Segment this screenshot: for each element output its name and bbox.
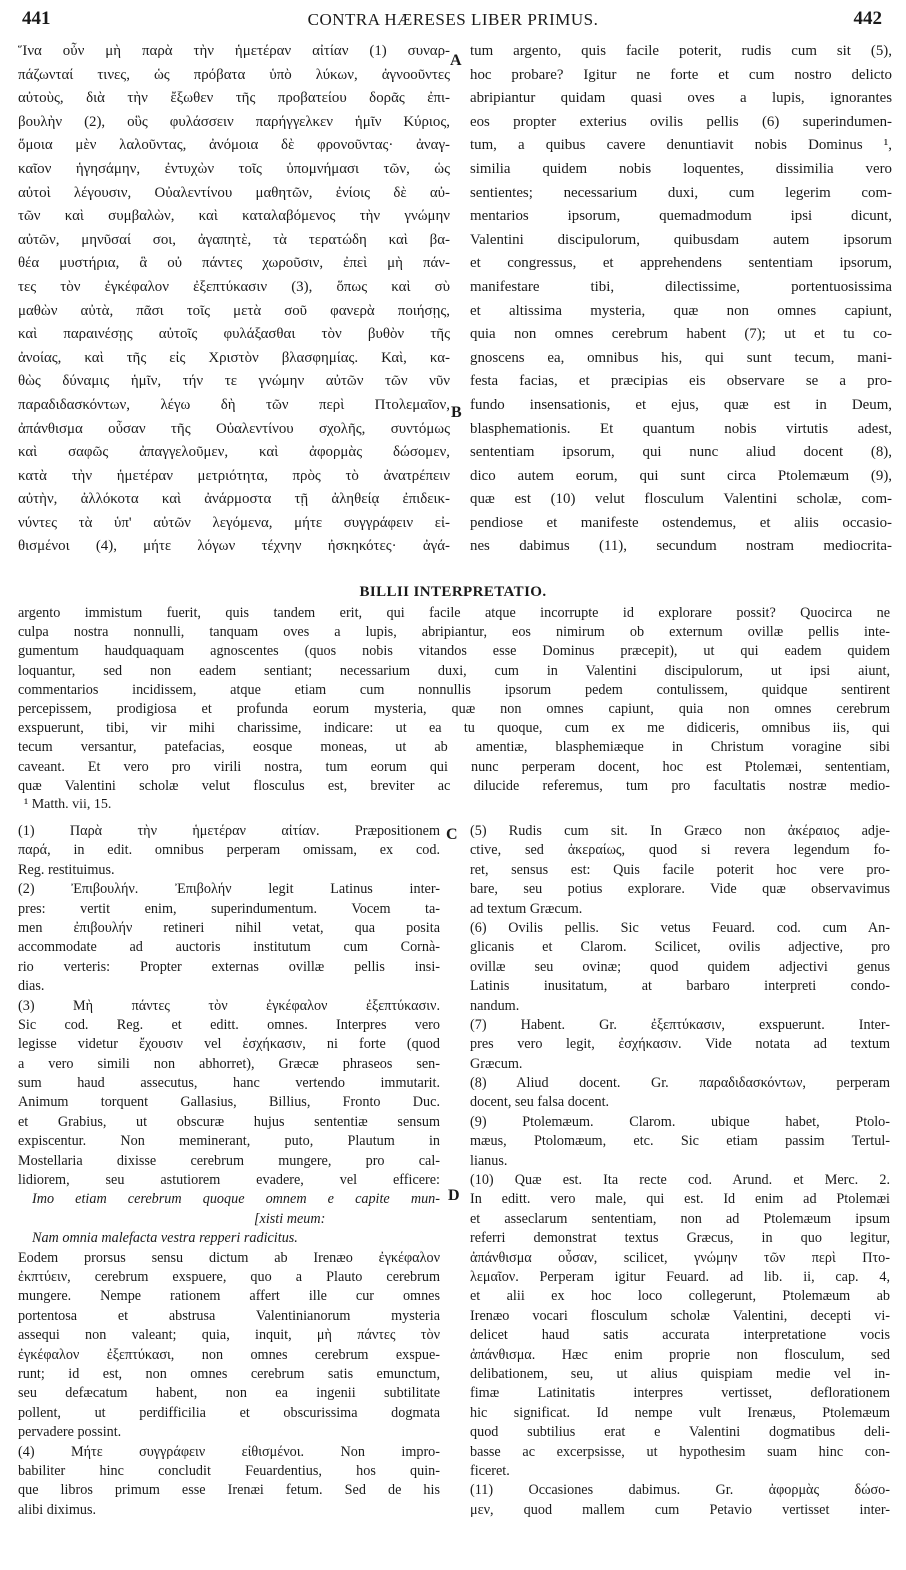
note-line: Reg. restituimus.	[18, 861, 115, 878]
note-line: In editt. vero male, qui est. Id enim ad Ptolemæi	[470, 1191, 890, 1208]
note-line: (4) Μήτε συγγράφειν εἰθισμένοι. Non impro-	[18, 1443, 440, 1460]
latin-text-line: abripiantur quidam quasi oves a lupis, ignorantes	[470, 90, 892, 107]
greek-text-line: αὐτὴν, ἀλλόκοτα καὶ ἀνάρμοστα τῇ ἀληθείᾳ ἐπιδεικ-	[18, 491, 450, 508]
interpretation-line: argento immistum fuerit, quis tandem erit, qui facile atque incorrupte id explorare possit? Quocirca ne	[18, 605, 890, 621]
note-line: dias.	[18, 978, 45, 995]
note-line: [xisti meum:	[254, 1210, 326, 1227]
interpretation-line: quæ Valentini scholæ velut flosculus est, breviter ac dilucide referemus, tum pro facultatis nostræ medio-	[18, 777, 890, 794]
interpretation-line: tecum versantur, patefacias, eosque moneas, ut ab amentiæ, blasphemiæque in Christum voragine sibi	[18, 739, 890, 756]
greek-text-line: ὅμοια μὲν λαλοῦντας, ἀνόμοια δὲ φρονοῦντας· ἀναγ-	[18, 137, 450, 154]
interpretation-line: gumentum haudquaquam agnoscentes (quos nobis vitandos esse Dominus præcepit), ut qui eadem quidem	[18, 643, 890, 660]
note-line: sum haud assecutus, hanc vertendo immutarit.	[18, 1075, 440, 1092]
greek-text-line: βουλὴν (2), οὓς φυλάσσειν παρήγγελκεν ἡμῖν Κύριος,	[18, 113, 450, 130]
latin-text-line: et congressus, et apprehendens sententiam ipsorum,	[470, 255, 892, 272]
greek-text-line: αὐτοὶ λέγουσιν, Οὐαλεντίνου μαθητῶν, ἐνίοις δὲ αὐ-	[18, 184, 450, 201]
note-line: Sic cod. Reg. et editt. omnes. Interpres vero	[18, 1016, 440, 1033]
note-line: ἀπάνθισμα. Hæc enim proprie non flosculum, sed	[470, 1346, 890, 1363]
note-line: rio verteris: Propter externas ovillæ pellis insi-	[18, 958, 440, 975]
greek-text-line: τῶν καὶ συμβαλὼν, καὶ καταλαβόμενος τὴν γνώμην	[18, 208, 450, 225]
note-line: que libros primum esse Irenæi fetum. Sed de his	[18, 1482, 440, 1499]
note-line: runt; id est, non omnes cerebrum satis emunctum,	[18, 1365, 440, 1382]
latin-text-line: hoc probare? Igitur ne forte et cum nostro delicto	[470, 66, 892, 83]
note-line: babiliter hinc concludit Feuardentius, hos quin-	[18, 1462, 440, 1479]
notes-column-right	[470, 822, 890, 1520]
note-line: (7) Habent. Gr. ἐξεπτύκασιν, exspuerunt. Inter-	[470, 1016, 890, 1033]
note-line: men ἐπιβουλήν retineri nihil vetat, qua posita	[18, 919, 440, 936]
note-line: alibi diximus.	[18, 1501, 97, 1518]
latin-text-line: quia non omnes cerebrum habent (7); ut et tu co-	[470, 326, 892, 343]
note-line: legisse videtur ἔχουσιν vel ἐσχήκασιν, ni forte (quod	[18, 1036, 440, 1053]
note-line: (3) Μὴ πάντες τὸν ἐγκέφαλον ἐξεπτύκασιν.	[18, 997, 440, 1014]
note-line: lianus.	[470, 1152, 508, 1169]
latin-text-line: Valentini discipulorum, quibusdam autem ipsorum	[470, 231, 892, 248]
greek-text-line: θὼς δύναμις ἡμῖν, τήν τε γνώμην αὐτῶν τῶν νῦν	[18, 373, 450, 390]
note-line: seu defæcatum habent, non ea ingenii subtilitate	[18, 1385, 440, 1402]
latin-text-line: blasphemationis. Et quantum nobis virtutis adest,	[470, 420, 892, 437]
latin-text-line: tum argento, quis facile poterit, rudis cum sit (5),	[470, 43, 892, 59]
scripture-footnote: ¹ Matth. vii, 15.	[24, 797, 112, 812]
latin-text-line: eos propter exterius ovilis pellis (6) superindumen-	[470, 113, 892, 130]
interpretation-line: commentarios incidissem, atque etiam cum nonnullis ipsorum pedem contulissem, quidque sentirent	[18, 681, 890, 698]
greek-text-line: θέα μυστήρια, ἃ οὐ πάντες χωροῦσιν, ἐπεὶ μὴ πάν-	[18, 255, 450, 272]
greek-text-line: παραδιδασκόντων, λέγω δὴ τῶν περὶ Πτολεμαῖον,	[18, 396, 450, 413]
note-line: expiscentur. Non meminerant, puto, Plautum in	[18, 1133, 440, 1150]
greek-text-line: νύντες τὰ ὑπ' αὐτῶν λεγόμενα, μήτε συγγράφειν εἰ-	[18, 514, 450, 531]
note-line: referri demonstrat textus Græcus, in quo legitur,	[470, 1230, 890, 1247]
note-line: lidiorem, seu astutiorem evadere, vel efficere:	[18, 1172, 440, 1189]
latin-text-line: manifestare tibi, dilectissime, portentuosissima	[470, 278, 892, 295]
greek-text-line: αὐτῶν, μηνῦσαί σοι, ἀγαπητὲ, τὰ τερατώδη καὶ βα-	[18, 231, 450, 248]
note-line: λεμαῖον. Perperam igitur Feuard. ad lib. ii, cap. 4,	[470, 1268, 890, 1285]
note-line: quod subtilius erat e Valentini dogmatibus deli-	[470, 1424, 890, 1441]
note-line: pollent, ut perdifficilia et obscurissima dogmata	[18, 1404, 440, 1421]
greek-text-line: καῖον ἡγησάμην, ἐντυχὼν τοῖς ὑπομνήμασι τῶν, ὡς	[18, 160, 450, 177]
greek-text-line: καὶ παραινέσῃς αὐτοῖς φυλάξασθαι τὸν βυθὸν τῆς	[18, 326, 450, 343]
running-title: CONTRA HÆRESES LIBER PRIMUS.	[307, 10, 599, 29]
section-marker-b: B	[451, 404, 462, 421]
notes-column-left	[18, 822, 440, 1520]
note-line: pres vero legit, ἐσχήκασιν. Vide notata ad textum	[470, 1036, 890, 1053]
note-line: fimæ Latinitatis interpres vertisset, deflorationem	[470, 1385, 890, 1402]
note-line: Eodem prorsus sensu dictum ab Irenæo ἐγκέφαλον	[18, 1249, 440, 1266]
greek-text-line: θισμένοι (4), μήτε λόγων τέχνην ἠσκηκότες· ἀγά-	[18, 538, 450, 555]
latin-text-line: similia quidem nobis loquentes, dissimilia vero	[470, 160, 892, 177]
latin-text-line: pendiose et manifeste ostendemus, et aliis occasio-	[470, 514, 892, 531]
note-line: Imo etiam cerebrum quoque omnem e capite mun-	[32, 1191, 440, 1208]
latin-text-line: quæ est (10) velut flosculum Valentini scholæ, com-	[470, 491, 892, 508]
note-line: ἐκπτύειν, cerebrum exspuere, quo a Plauto cerebrum	[18, 1268, 440, 1285]
note-line: bare, seu potius explorare. Vide quæ observavimus	[470, 881, 890, 898]
greek-text-line: καὶ σαφῶς ἀπαγγελοῦμεν, καὶ ἀφορμὰς δώσομεν,	[18, 444, 450, 461]
note-line: (1) Παρὰ τὴν ἡμετέραν αἰτίαν. Præpositionem	[18, 823, 440, 839]
note-line: Irenæo vocari flosculum scholæ Valentini, decepti vi-	[470, 1307, 890, 1324]
note-line: Latinis inusitatum, at barbaro interpreti condo-	[470, 978, 890, 995]
greek-text-line: κατὰ τὴν ἡμετέραν μετριότητα, πρὸς τὸ ἀνατρέπειν	[18, 467, 450, 484]
note-line: ficeret.	[470, 1462, 510, 1479]
section-marker-d: D	[448, 1187, 460, 1204]
note-line: (5) Rudis cum sit. In Græco non ἀκέραιος adje-	[470, 823, 890, 839]
latin-text-column	[470, 40, 892, 559]
note-line: et Grabius, ut obscuræ hujus sententiæ sensum	[18, 1113, 440, 1130]
note-line: delicet haud satis accurata interpretatione vocis	[470, 1327, 890, 1344]
note-line: μεν, quod mallem cum Petavio vertisset inter-	[470, 1501, 890, 1518]
note-line: ret, sensus est: Quis facile poterit hoc vere pro-	[470, 861, 890, 878]
note-line: (6) Ovilis pellis. Sic vetus Feuard. cod. cum An-	[470, 919, 890, 936]
note-line: hic significat. Id nempe vult Irenæus, Ptolemæum	[470, 1404, 890, 1421]
note-line: (8) Aliud docent. Gr. παραδιδασκόντων, perperam	[470, 1075, 890, 1092]
latin-text-line: festa facias, et præcipias eis observare se a pro-	[470, 373, 892, 390]
note-line: Mostellaria dixisse cerebrum mungere, pro cal-	[18, 1152, 440, 1169]
note-line: portentosa et abstrusa Valentinianorum mysteria	[18, 1307, 440, 1324]
greek-text-line: Ἵνα οὖν μὴ παρὰ τὴν ἡμετέραν αἰτίαν (1) συναρ-	[18, 43, 450, 59]
greek-text-line: ἀπάνθισμα οὖσαν τῆς Οὐαλεντίνου σχολῆς, συντόμως	[18, 420, 450, 437]
latin-text-line: mentarios ipsorum, quemadmodum ipsi dicunt,	[470, 208, 892, 225]
note-line: (10) Quæ est. Ita recte cod. Arund. et Merc. 2.	[470, 1172, 890, 1189]
note-line: et alii ex hoc loco collegerunt, Ptolemæum ab	[470, 1288, 890, 1305]
note-line: nandum.	[470, 997, 520, 1014]
note-line: glicanis et Clarom. Scilicet, ovilis adjective, pro	[470, 939, 890, 956]
greek-text-line: αὐτοὺς, διὰ τὴν ἔξωθεν τῆς προβατείου δορᾶς ἐπι-	[18, 90, 450, 107]
note-line: (9) Ptolemæum. Clarom. ubique habet, Ptolo-	[470, 1113, 890, 1130]
note-line: ovillæ seu ovinæ; quod quidem adjectivi genus	[470, 958, 890, 975]
note-line: Nam omnia malefacta vestra repperi radicitus.	[32, 1230, 298, 1247]
note-line: mungere. Nempe rationem affert ille cur omnes	[18, 1288, 440, 1305]
latin-text-line: gnoscens ea, omnibus his, qui sunt tecum, mani-	[470, 349, 892, 366]
greek-text-column	[18, 40, 450, 559]
note-line: et asseclarum sententiam, non ad Ptolemæum ipsum	[470, 1210, 890, 1227]
latin-text-line: sententiam ipsorum, qui nunc aliud docent (8),	[470, 444, 892, 461]
note-line: Græcum.	[470, 1055, 523, 1072]
note-line: pervadere possint.	[18, 1424, 122, 1441]
interpretation-text	[18, 604, 890, 796]
interpretation-line: exspuerunt, tibi, vir mihi charissime, indicare: ut ea tu quoque, cum ex me didiceris, omnibus iis, qui	[18, 720, 890, 737]
note-line: ad textum Græcum.	[470, 900, 583, 917]
latin-text-line: dico autem eorum, qui sunt circa Ptolemæum (9),	[470, 467, 892, 484]
greek-text-line: τες τὸν ἐγκέφαλον ἐξεπτύκασιν (3), ὅπως καὶ σὺ	[18, 278, 450, 295]
interpretation-line: caveant. Et vero pro virili nostra, tum eorum qui nunc perperam docent, hoc est Ptolemæi, sententiam,	[18, 758, 890, 775]
note-line: (2) Ἐπιβουλήν. Ἐπιβολήν legit Latinus inter-	[18, 881, 440, 898]
note-line: pres: vertit enim, superindumentum. Vocem ta-	[18, 900, 440, 917]
page-number-left: 441	[22, 8, 51, 29]
note-line: assequi non valeant; quia, inquit, μὴ πάντες τὸν	[18, 1327, 440, 1344]
greek-text-line: πάζωνταί τινες, ὡς πρόβατα ὑπὸ λύκων, ἀγνοοῦντες	[18, 66, 450, 83]
greek-text-line: μαθὼν αὐτὰ, πᾶσι τοῖς μετὰ σοῦ φανερὰ ποιήσῃς,	[18, 302, 450, 319]
note-line: ἀπάνθισμα οὖσαν, scilicet, γνώμην τῶν περὶ Πτο-	[470, 1249, 890, 1266]
interpretation-line: culpa nostra nonnulli, tanquam oves a lupis, abripiantur, eos nimirum ob externum ovillæ pellis inte-	[18, 624, 890, 641]
interpretation-heading: BILLII INTERPRETATIO.	[359, 584, 547, 600]
interpretation-line: percepissem, prodigiosa et profunda eorum mysteria, quæ non omnes capiunt, quia non omnes cerebrum	[18, 700, 890, 717]
latin-text-line: et altissima mysteria, quæ non omnes capiunt,	[470, 302, 892, 319]
note-line: ctive, sed ἀκεραίως, quod si revera legendum fo-	[470, 842, 890, 859]
running-header	[0, 8, 906, 36]
latin-text-line: fundo insensationis, et ejus, quæ est in Deum,	[470, 396, 892, 413]
note-line: ἐγκέφαλον ἐξεπτύκασι, non omnes cerebrum exspue-	[18, 1346, 440, 1363]
note-line: basse ac excerpsisse, ut hypothesim suam hinc con-	[470, 1443, 890, 1460]
section-marker-a: A	[450, 52, 462, 69]
interpretation-line: loquantur, sed non eadem sentiant; necessarium duxi, cum in Valentini discipulorum, ut ipsi aiunt,	[18, 662, 890, 679]
note-line: a vero simili non abhorret), Græcæ phraseos sen-	[18, 1055, 440, 1072]
note-line: delibationem, seu, ut alius quispiam medie vel in-	[470, 1365, 890, 1382]
note-line: docent, seu falsa docent.	[470, 1094, 610, 1111]
note-line: Animum torquent Gallasius, Billius, Fronto Duc.	[18, 1094, 440, 1111]
latin-text-line: sentientes; necessarium duxi, cum legerim com-	[470, 184, 892, 201]
section-marker-c: C	[446, 826, 458, 843]
note-line: mæus, Ptolomæum, etc. Sic etiam passim Tertul-	[470, 1133, 890, 1150]
greek-text-line: ἀνοίας, καὶ τῆς εἰς Χριστὸν βλασφημίας. Καὶ, κα-	[18, 349, 450, 366]
note-line: παρά, in edit. omnibus perperam omissam, ex cod.	[18, 842, 440, 859]
latin-text-line: nes dabimus (11), secundum nostram mediocrita-	[470, 538, 892, 555]
latin-text-line: tum, a quibus cavere denuntiavit nobis Dominus ¹,	[470, 137, 892, 154]
note-line: accommodate ad auctoris institutum cum Cornà-	[18, 939, 440, 956]
note-line: (11) Occasiones dabimus. Gr. ἀφορμὰς δώσο-	[470, 1482, 890, 1499]
page-number-right: 442	[853, 8, 882, 29]
